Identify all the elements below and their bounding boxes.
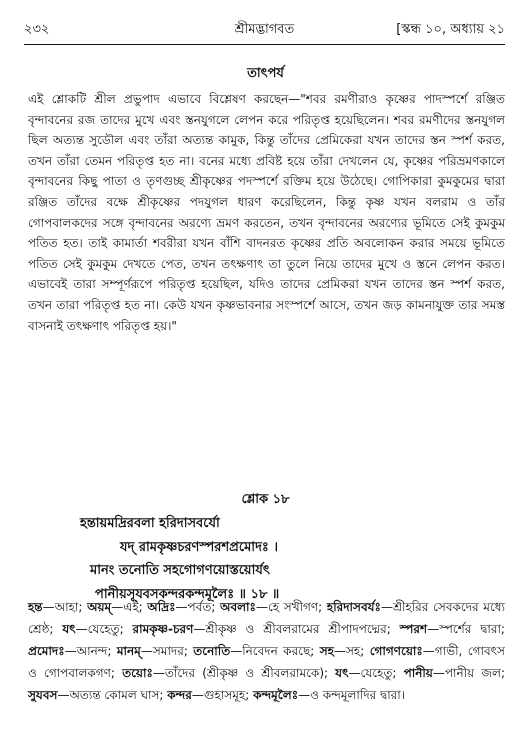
synonym-word: অবলাঃ: [220, 600, 256, 614]
synonym-meaning: —শ্রীকৃষ্ণ ও শ্রীবলরামের শ্রীপাদপদ্মের;: [193, 622, 400, 636]
synonym-word: প্রমোদঃ: [28, 644, 65, 658]
synonym-meaning: —শ্রীহরির সেবকদের মধ্যে শ্রেষ্ঠ;: [28, 600, 505, 636]
book-title: শ্রীমদ্ভাগবত: [234, 22, 295, 37]
synonym-word: কন্দর: [167, 688, 192, 702]
synonym-word: স্পরশ: [399, 622, 428, 636]
synonym-word: অদ্রিঃ: [147, 600, 176, 614]
synonym-meaning: —যেহেতু;: [75, 622, 133, 636]
page-number: ২৩২: [24, 22, 50, 37]
synonym-meaning: —পানীয় জল;: [432, 666, 506, 680]
synonym-meaning: —হে সখীগণ;: [255, 600, 327, 614]
synonym-word: সুযবস: [28, 688, 58, 702]
synonym-word: কন্দমূলৈঃ: [253, 688, 299, 702]
synonym-word: যৎ: [62, 622, 76, 636]
synonym-meaning: —গাভী, গোবৎস ও গোপবালকগণ;: [28, 644, 505, 680]
header-rule: [24, 44, 505, 45]
synonym-word: গোগণয়োঃ: [369, 644, 423, 658]
synonym-word: পানীয়: [403, 666, 433, 680]
synonym-word: হরিদাসবর্যঃ: [326, 600, 381, 614]
synonym-word: তয়োঃ: [122, 666, 153, 680]
synonym-word: সহ: [319, 644, 334, 658]
verse-line: মানং তনোতি সহগোগণয়োস্তয়োর্যৎ: [90, 563, 270, 578]
verse-line: হন্তায়মদ্রিরবলা হরিদাসবর্যো: [80, 516, 220, 531]
synonym-meaning: —ও কন্দমূলাদির দ্বারা।: [298, 688, 406, 702]
synonym-word: রামকৃষ্ণ-চরণ: [132, 622, 194, 636]
synonym-meaning: —আনন্দ;: [64, 644, 117, 658]
running-header: [24, 20, 505, 40]
synonym-meaning: —অত্যন্ত কোমল ঘাস;: [57, 688, 168, 702]
synonym-meaning: —সমাদর;: [140, 644, 194, 658]
purport-text: এই শ্লোকটি শ্রীল প্রভুপাদ এভাবে বিশ্লেষণ করছেন—"শবর রমণীরাও কৃষ্ণের পাদস্পর্শে রঞ্জিত বৃন্দাবনের রজ তাদের মুখে এবং স্তনযুগলে লেপন করে পরিতৃপ্ত হয়েছিলেন। শবর রমণীদের স্তনযুগল ছিল অত্যন্ত সুডৌল এবং তাঁরা অত্যন্ত কামুক, কিন্তু তাঁদের প্রেমিকেরা যখন তাদের স্তন স্পর্শ করত, তখন তাঁরা তেমন পরিতৃপ্ত হত না। বনের মধ্যে প্রবিষ্ট হয়ে তাঁরা দেখলেন যে, কৃষ্ণের পরিভ্রমণকালে বৃন্দাবনের কিছু পাতা ও তৃণগুচ্ছ শ্রীকৃষ্ণের পদস্পর্শে রক্তিম হয়ে উঠেছে। গোপিকারা কুমকুমের দ্বারা রঞ্জিত তাঁদের বক্ষে শ্রীকৃষ্ণের পদযুগল ধারণ করেছিলেন, কিন্তু কৃষ্ণ যখন বলরাম ও তাঁর গোপবালকদের সঙ্গে বৃন্দাবনের অরণ্যে ভ্রমণ করতেন, তখন বৃন্দাবনের অরণ্যের ভূমিতে সেই কুমকুম পতিত হত। তাই কামার্তা শবরীরা যখন বাঁশি বাদনরত কৃষ্ণের প্রতি অবলোকন করার সময়ে ভূমিতে পতিত সেই কুমকুম দেখতে পেত, তখন তৎক্ষণাৎ তা তুলে নিয়ে তাদের মুখে ও স্তনে লেপন করত। এভাবেই তারা সম্পূর্ণরূপে পরিতৃপ্ত হয়েছিল, যদিও তাদের প্রেমিকরা যখন তাদের স্তন স্পর্শ করত, তখন তারা পরিতৃপ্ত হত না। কেউ যখন কৃষ্ণভাবনার সংস্পর্শে আসে, তখন জড় কামনাযুক্ত তার সমস্ত বাসনাই তৎক্ষণাৎ পরিতৃপ্ত হয়।": [28, 92, 505, 333]
synonym-meaning: —গুহাসমূহ;: [191, 688, 254, 702]
synonym-word: অয়ম্: [87, 600, 112, 614]
synonym-meaning: —সহ;: [333, 644, 370, 658]
synonym-meaning: —আহা;: [42, 600, 88, 614]
synonym-word: হন্ত: [28, 600, 43, 614]
synonym-meaning: —যেহেতু;: [348, 666, 404, 680]
verse-line: পানীয়সূযবসকন্দরকন্দমূলৈঃ ॥ ১৮ ॥: [95, 586, 280, 602]
verse-block: [30, 512, 501, 606]
verse-heading: শ্লোক ১৮: [241, 492, 290, 507]
purport-heading: তাৎপর্য: [247, 66, 284, 81]
synonym-meaning: —স্পর্শের দ্বারা;: [427, 622, 505, 636]
synonym-meaning: —পর্বত;: [175, 600, 221, 614]
synonym-word: মানম্: [116, 644, 141, 658]
synonym-meaning: —এই;: [111, 600, 148, 614]
chapter-reference: [স্কন্ধ ১০, অধ্যায় ২১: [396, 22, 505, 37]
synonym-meaning: —তাঁদের (শ্রীকৃষ্ণ ও শ্রীবলরামকে);: [152, 666, 336, 680]
verse-line: যদ্ রামকৃষ্ণচরণস্পরশপ্রমোদঃ ।: [120, 539, 279, 555]
synonym-word: তনোতি: [193, 644, 231, 658]
synonym-meaning: —নিবেদন করছে;: [230, 644, 320, 658]
synonym-word: যৎ: [335, 666, 349, 680]
synonyms-paragraph: [28, 596, 505, 706]
